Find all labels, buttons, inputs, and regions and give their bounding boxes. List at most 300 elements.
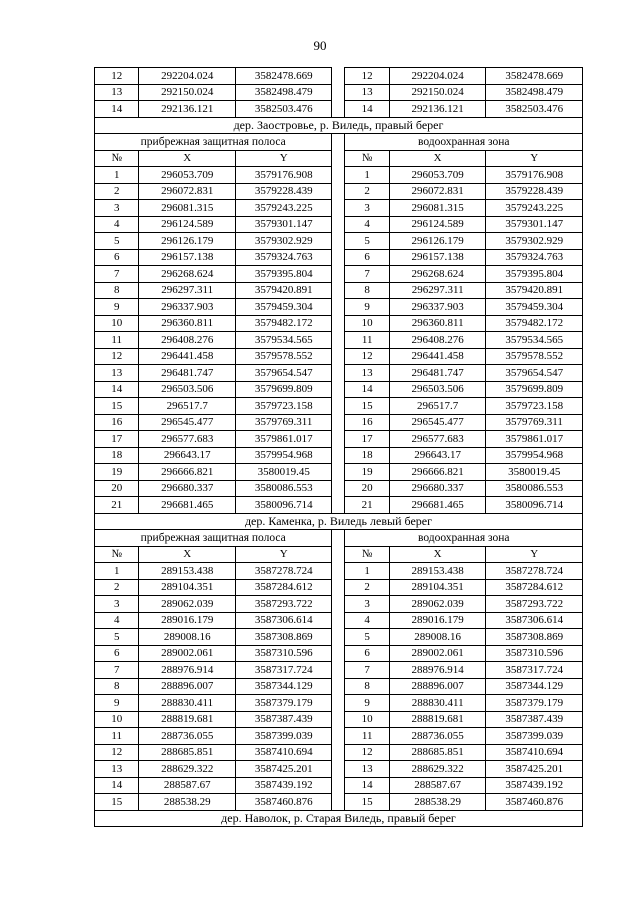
- y-coordinate: 3587306.614: [235, 612, 332, 629]
- point-number: 7: [95, 662, 139, 679]
- point-number: 15: [95, 398, 139, 415]
- zone-title-row: [95, 134, 583, 151]
- x-coordinate: 296517.7: [389, 398, 486, 415]
- table-row: [95, 794, 583, 811]
- point-number: 6: [345, 249, 389, 266]
- x-coordinate: 292136.121: [139, 101, 236, 118]
- y-coordinate: 3579769.311: [486, 414, 583, 431]
- point-number: 1: [345, 563, 389, 580]
- y-coordinate: 3587379.179: [486, 695, 583, 712]
- column-gap: [332, 299, 345, 316]
- y-coordinate: 3579228.439: [235, 183, 332, 200]
- x-coordinate: 288819.681: [389, 711, 486, 728]
- x-coordinate: 296360.811: [389, 315, 486, 332]
- x-coordinate: 288830.411: [139, 695, 236, 712]
- y-coordinate: 3587278.724: [486, 563, 583, 580]
- point-number: 16: [345, 414, 389, 431]
- y-coordinate: 3579395.804: [235, 266, 332, 283]
- point-number: 12: [95, 68, 139, 85]
- section-title-row: [95, 117, 583, 134]
- y-coordinate: 3587410.694: [235, 744, 332, 761]
- y-coordinate: 3587344.129: [486, 678, 583, 695]
- section-title: дер. Заостровье, р. Виледь, правый берег: [95, 117, 583, 134]
- x-coordinate: 288819.681: [139, 711, 236, 728]
- y-coordinate: 3587278.724: [235, 563, 332, 580]
- point-number: 4: [95, 216, 139, 233]
- x-coordinate: 289002.061: [389, 645, 486, 662]
- x-coordinate: 296268.624: [139, 266, 236, 283]
- table-row: [95, 183, 583, 200]
- column-gap: [332, 678, 345, 695]
- y-coordinate: 3580086.553: [486, 480, 583, 497]
- coastal-strip-title: прибрежная защитная полоса: [95, 530, 332, 547]
- point-number: 21: [345, 497, 389, 514]
- x-coordinate: 296408.276: [139, 332, 236, 349]
- y-coordinate: 3582478.669: [235, 68, 332, 85]
- point-number: 3: [95, 596, 139, 613]
- point-number: 2: [345, 579, 389, 596]
- y-coordinate: 3579578.552: [235, 348, 332, 365]
- x-coordinate: 296072.831: [389, 183, 486, 200]
- point-number: 5: [95, 233, 139, 250]
- y-coordinate: 3579176.908: [235, 167, 332, 184]
- zone-title-row: [95, 530, 583, 547]
- point-number: 21: [95, 497, 139, 514]
- column-gap: [332, 662, 345, 679]
- point-number: 17: [345, 431, 389, 448]
- y-coordinate: 3579699.809: [235, 381, 332, 398]
- section-title-row: [95, 513, 583, 530]
- column-gap: [332, 101, 345, 118]
- x-coordinate: 289153.438: [139, 563, 236, 580]
- column-gap: [332, 645, 345, 662]
- x-coordinate: 292136.121: [389, 101, 486, 118]
- section-title: дер. Наволок, р. Старая Виледь, правый берег: [95, 810, 583, 827]
- point-number: 1: [95, 167, 139, 184]
- y-coordinate: 3587425.201: [235, 761, 332, 778]
- y-coordinate: 3587379.179: [235, 695, 332, 712]
- column-gap: [332, 497, 345, 514]
- x-coordinate: 289008.16: [389, 629, 486, 646]
- table-row: [95, 497, 583, 514]
- table-row: [95, 398, 583, 415]
- y-coordinate: 3587306.614: [486, 612, 583, 629]
- x-coordinate: 296081.315: [389, 200, 486, 217]
- table-row: [95, 563, 583, 580]
- y-coordinate: 3579769.311: [235, 414, 332, 431]
- header-row: [95, 546, 583, 563]
- y-coordinate: 3582503.476: [235, 101, 332, 118]
- column-gap: [332, 761, 345, 778]
- y-coordinate: 3582498.479: [235, 84, 332, 101]
- table-row: [95, 365, 583, 382]
- section-title: дер. Каменка, р. Виледь левый берег: [95, 513, 583, 530]
- x-coordinate: 296081.315: [139, 200, 236, 217]
- x-coordinate: 296481.747: [389, 365, 486, 382]
- y-coordinate: 3579243.225: [486, 200, 583, 217]
- y-coordinate: 3579654.547: [235, 365, 332, 382]
- x-coordinate: 288896.007: [389, 678, 486, 695]
- column-header-x: X: [139, 546, 236, 563]
- y-coordinate: 3587317.724: [235, 662, 332, 679]
- x-coordinate: 296408.276: [389, 332, 486, 349]
- x-coordinate: 292150.024: [139, 84, 236, 101]
- column-gap: [332, 381, 345, 398]
- table-row: [95, 662, 583, 679]
- point-number: 12: [345, 348, 389, 365]
- column-gap: [332, 84, 345, 101]
- column-gap: [332, 414, 345, 431]
- column-gap: [332, 794, 345, 811]
- column-header-y: Y: [235, 150, 332, 167]
- y-coordinate: 3580019.45: [486, 464, 583, 481]
- point-number: 8: [345, 282, 389, 299]
- y-coordinate: 3587460.876: [486, 794, 583, 811]
- y-coordinate: 3587399.039: [235, 728, 332, 745]
- column-gap: [332, 480, 345, 497]
- point-number: 11: [345, 332, 389, 349]
- table-row: [95, 464, 583, 481]
- coastal-strip-title: прибрежная защитная полоса: [95, 134, 332, 151]
- column-gap: [332, 200, 345, 217]
- column-gap: [332, 348, 345, 365]
- y-coordinate: 3579954.968: [486, 447, 583, 464]
- column-header-num: №: [345, 546, 389, 563]
- column-gap: [332, 744, 345, 761]
- point-number: 2: [95, 579, 139, 596]
- y-coordinate: 3579534.565: [235, 332, 332, 349]
- x-coordinate: 296517.7: [139, 398, 236, 415]
- y-coordinate: 3587310.596: [486, 645, 583, 662]
- table-row: [95, 282, 583, 299]
- column-gap: [332, 134, 345, 151]
- x-coordinate: 296503.506: [139, 381, 236, 398]
- point-number: 6: [95, 645, 139, 662]
- point-number: 1: [95, 563, 139, 580]
- table-row: [95, 711, 583, 728]
- column-gap: [332, 233, 345, 250]
- x-coordinate: 296126.179: [389, 233, 486, 250]
- point-number: 13: [95, 365, 139, 382]
- point-number: 11: [95, 728, 139, 745]
- table-row: [95, 200, 583, 217]
- point-number: 14: [345, 381, 389, 398]
- point-number: 12: [345, 68, 389, 85]
- point-number: 13: [95, 761, 139, 778]
- column-gap: [332, 530, 345, 547]
- x-coordinate: 289002.061: [139, 645, 236, 662]
- x-coordinate: 288587.67: [389, 777, 486, 794]
- table-row: [95, 332, 583, 349]
- x-coordinate: 296481.747: [139, 365, 236, 382]
- x-coordinate: 296053.709: [139, 167, 236, 184]
- y-coordinate: 3579302.929: [235, 233, 332, 250]
- x-coordinate: 292204.024: [389, 68, 486, 85]
- x-coordinate: 296337.903: [139, 299, 236, 316]
- point-number: 13: [95, 84, 139, 101]
- y-coordinate: 3579420.891: [486, 282, 583, 299]
- x-coordinate: 296545.477: [389, 414, 486, 431]
- point-number: 2: [95, 183, 139, 200]
- y-coordinate: 3587284.612: [486, 579, 583, 596]
- x-coordinate: 296577.683: [389, 431, 486, 448]
- y-coordinate: 3587308.869: [235, 629, 332, 646]
- table-row: [95, 431, 583, 448]
- x-coordinate: 292150.024: [389, 84, 486, 101]
- y-coordinate: 3579324.763: [235, 249, 332, 266]
- point-number: 18: [345, 447, 389, 464]
- y-coordinate: 3579301.147: [235, 216, 332, 233]
- point-number: 13: [345, 84, 389, 101]
- column-header-y: Y: [486, 546, 583, 563]
- x-coordinate: 288976.914: [139, 662, 236, 679]
- point-number: 6: [345, 645, 389, 662]
- point-number: 5: [345, 629, 389, 646]
- y-coordinate: 3579954.968: [235, 447, 332, 464]
- point-number: 2: [345, 183, 389, 200]
- x-coordinate: 288629.322: [389, 761, 486, 778]
- table-row: [95, 266, 583, 283]
- x-coordinate: 296157.138: [389, 249, 486, 266]
- table-row: [95, 744, 583, 761]
- x-coordinate: 289016.179: [139, 612, 236, 629]
- point-number: 15: [95, 794, 139, 811]
- table-row: [95, 678, 583, 695]
- point-number: 14: [95, 101, 139, 118]
- point-number: 8: [95, 678, 139, 695]
- point-number: 13: [345, 761, 389, 778]
- y-coordinate: 3587308.869: [486, 629, 583, 646]
- y-coordinate: 3587410.694: [486, 744, 583, 761]
- x-coordinate: 288538.29: [389, 794, 486, 811]
- table-row: [95, 414, 583, 431]
- y-coordinate: 3580019.45: [235, 464, 332, 481]
- x-coordinate: 289062.039: [389, 596, 486, 613]
- point-number: 9: [345, 695, 389, 712]
- x-coordinate: 296441.458: [389, 348, 486, 365]
- x-coordinate: 288685.851: [389, 744, 486, 761]
- column-gap: [332, 695, 345, 712]
- page-number: 90: [313, 38, 327, 53]
- point-number: 8: [345, 678, 389, 695]
- x-coordinate: 289104.351: [389, 579, 486, 596]
- point-number: 12: [95, 744, 139, 761]
- point-number: 11: [95, 332, 139, 349]
- point-number: 10: [95, 315, 139, 332]
- y-coordinate: 3579395.804: [486, 266, 583, 283]
- x-coordinate: 289104.351: [139, 579, 236, 596]
- x-coordinate: 296124.589: [139, 216, 236, 233]
- column-gap: [332, 546, 345, 563]
- section-title-row: [95, 810, 583, 827]
- point-number: 12: [345, 744, 389, 761]
- y-coordinate: 3579302.929: [486, 233, 583, 250]
- point-number: 9: [95, 299, 139, 316]
- y-coordinate: 3579654.547: [486, 365, 583, 382]
- column-gap: [332, 563, 345, 580]
- y-coordinate: 3580096.714: [235, 497, 332, 514]
- x-coordinate: 288736.055: [389, 728, 486, 745]
- column-gap: [332, 282, 345, 299]
- water-protection-zone-title: водоохранная зона: [345, 134, 583, 151]
- y-coordinate: 3579861.017: [486, 431, 583, 448]
- y-coordinate: 3579459.304: [235, 299, 332, 316]
- column-header-y: Y: [235, 546, 332, 563]
- column-gap: [332, 431, 345, 448]
- point-number: 3: [95, 200, 139, 217]
- column-gap: [332, 167, 345, 184]
- column-gap: [332, 711, 345, 728]
- column-gap: [332, 596, 345, 613]
- point-number: 7: [345, 662, 389, 679]
- column-gap: [332, 183, 345, 200]
- column-gap: [332, 216, 345, 233]
- point-number: 13: [345, 365, 389, 382]
- x-coordinate: 296126.179: [139, 233, 236, 250]
- table-row: [95, 695, 583, 712]
- x-coordinate: 296157.138: [139, 249, 236, 266]
- table-row: [95, 629, 583, 646]
- y-coordinate: 3580086.553: [235, 480, 332, 497]
- column-header-num: №: [345, 150, 389, 167]
- point-number: 5: [95, 629, 139, 646]
- point-number: 4: [345, 612, 389, 629]
- y-coordinate: 3579324.763: [486, 249, 583, 266]
- y-coordinate: 3587387.439: [235, 711, 332, 728]
- x-coordinate: 296681.465: [139, 497, 236, 514]
- point-number: 1: [345, 167, 389, 184]
- x-coordinate: 288896.007: [139, 678, 236, 695]
- x-coordinate: 296360.811: [139, 315, 236, 332]
- point-number: 20: [345, 480, 389, 497]
- table-row: [95, 348, 583, 365]
- table-row: [95, 381, 583, 398]
- table-row: [95, 480, 583, 497]
- x-coordinate: 296666.821: [139, 464, 236, 481]
- column-header-x: X: [139, 150, 236, 167]
- point-number: 7: [95, 266, 139, 283]
- column-gap: [332, 579, 345, 596]
- column-gap: [332, 249, 345, 266]
- water-protection-zone-title: водоохранная зона: [345, 530, 583, 547]
- table-row: [95, 728, 583, 745]
- table-row: [95, 579, 583, 596]
- y-coordinate: 3587387.439: [486, 711, 583, 728]
- point-number: 3: [345, 200, 389, 217]
- table-row: [95, 101, 583, 118]
- x-coordinate: 288685.851: [139, 744, 236, 761]
- x-coordinate: 288629.322: [139, 761, 236, 778]
- column-header-num: №: [95, 546, 139, 563]
- point-number: 14: [345, 777, 389, 794]
- point-number: 7: [345, 266, 389, 283]
- y-coordinate: 3587460.876: [235, 794, 332, 811]
- x-coordinate: 296268.624: [389, 266, 486, 283]
- point-number: 4: [95, 612, 139, 629]
- y-coordinate: 3587284.612: [235, 579, 332, 596]
- y-coordinate: 3579699.809: [486, 381, 583, 398]
- point-number: 10: [95, 711, 139, 728]
- coordinates-table: [94, 67, 583, 827]
- x-coordinate: 296680.337: [389, 480, 486, 497]
- y-coordinate: 3579459.304: [486, 299, 583, 316]
- y-coordinate: 3579534.565: [486, 332, 583, 349]
- point-number: 5: [345, 233, 389, 250]
- x-coordinate: 296666.821: [389, 464, 486, 481]
- y-coordinate: 3587425.201: [486, 761, 583, 778]
- table-row: [95, 596, 583, 613]
- y-coordinate: 3587399.039: [486, 728, 583, 745]
- point-number: 14: [95, 777, 139, 794]
- point-number: 3: [345, 596, 389, 613]
- y-coordinate: 3580096.714: [486, 497, 583, 514]
- point-number: 19: [95, 464, 139, 481]
- point-number: 16: [95, 414, 139, 431]
- x-coordinate: 296337.903: [389, 299, 486, 316]
- column-gap: [332, 398, 345, 415]
- x-coordinate: 289153.438: [389, 563, 486, 580]
- point-number: 20: [95, 480, 139, 497]
- point-number: 14: [345, 101, 389, 118]
- x-coordinate: 296681.465: [389, 497, 486, 514]
- y-coordinate: 3579420.891: [235, 282, 332, 299]
- y-coordinate: 3579301.147: [486, 216, 583, 233]
- x-coordinate: 289016.179: [389, 612, 486, 629]
- x-coordinate: 296503.506: [389, 381, 486, 398]
- x-coordinate: 288830.411: [389, 695, 486, 712]
- point-number: 10: [345, 315, 389, 332]
- column-gap: [332, 68, 345, 85]
- point-number: 17: [95, 431, 139, 448]
- x-coordinate: 292204.024: [139, 68, 236, 85]
- table-row: [95, 645, 583, 662]
- column-gap: [332, 150, 345, 167]
- table-row: [95, 167, 583, 184]
- table-row: [95, 447, 583, 464]
- x-coordinate: 296297.311: [389, 282, 486, 299]
- x-coordinate: 289062.039: [139, 596, 236, 613]
- y-coordinate: 3587439.192: [486, 777, 583, 794]
- column-header-x: X: [389, 546, 486, 563]
- x-coordinate: 296072.831: [139, 183, 236, 200]
- y-coordinate: 3587344.129: [235, 678, 332, 695]
- x-coordinate: 296643.17: [139, 447, 236, 464]
- point-number: 14: [95, 381, 139, 398]
- point-number: 19: [345, 464, 389, 481]
- point-number: 4: [345, 216, 389, 233]
- table-row: [95, 249, 583, 266]
- table-row: [95, 612, 583, 629]
- point-number: 18: [95, 447, 139, 464]
- y-coordinate: 3582503.476: [486, 101, 583, 118]
- x-coordinate: 296577.683: [139, 431, 236, 448]
- point-number: 9: [95, 695, 139, 712]
- x-coordinate: 288587.67: [139, 777, 236, 794]
- y-coordinate: 3579723.158: [235, 398, 332, 415]
- column-gap: [332, 266, 345, 283]
- x-coordinate: 288736.055: [139, 728, 236, 745]
- point-number: 15: [345, 398, 389, 415]
- x-coordinate: 296680.337: [139, 480, 236, 497]
- y-coordinate: 3582478.669: [486, 68, 583, 85]
- x-coordinate: 296643.17: [389, 447, 486, 464]
- table-row: [95, 777, 583, 794]
- column-header-x: X: [389, 150, 486, 167]
- y-coordinate: 3587439.192: [235, 777, 332, 794]
- table-row: [95, 216, 583, 233]
- x-coordinate: 289008.16: [139, 629, 236, 646]
- table-row: [95, 68, 583, 85]
